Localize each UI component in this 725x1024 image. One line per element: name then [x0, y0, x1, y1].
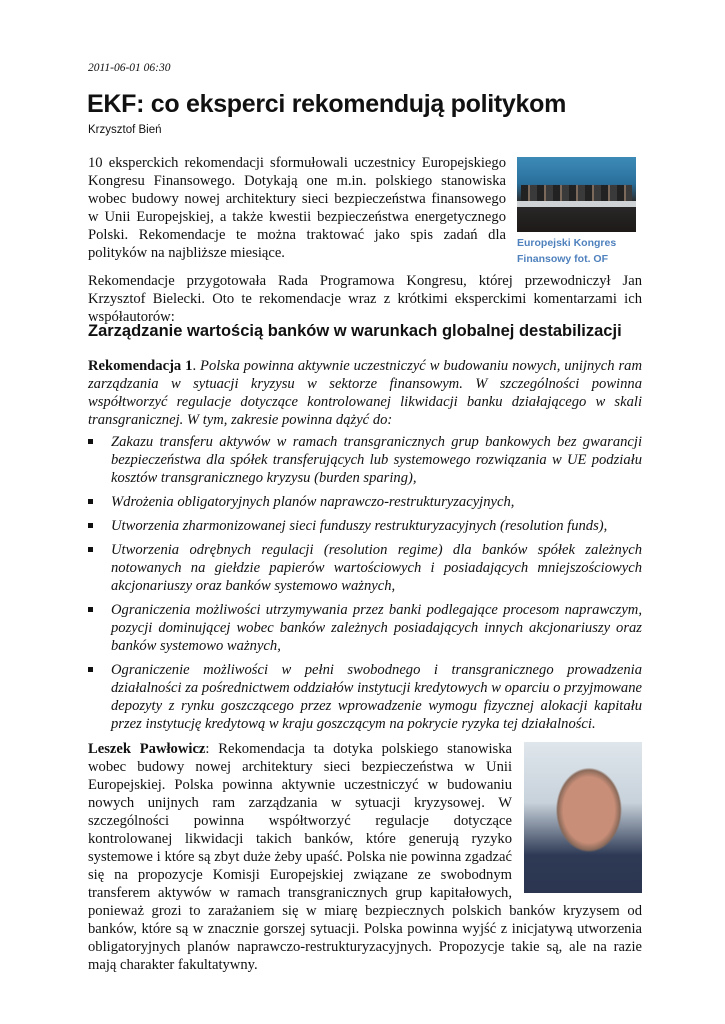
intro-paragraph: 10 eksperckich rekomendacji sformułowali uczestnicy Europejskiego Kongresu Finansowego. Dotykają one m.in. polskiego stanowiska wobec budowy nowej architektury sieci bezpieczeństwa finansowego w Unii Europejskiej, a także kwestii bezpieczeństwa energetycznego Polski. Rekomendacje te można traktować jako spis zadań dla polityków na najbliższe miesiące.	[88, 155, 506, 261]
recommendation-1: Rekomendacja 1. Polska powinna aktywnie uczestniczyć w budowaniu nowych, unijnych ram zarządzania w sytuacji kryzysu w sektorze finansowym. W szczególności powinna współtworzyć regulacje dotyczące kontrolowanej likwidacji banku działającego w skali transgranicznej. W tym, zakresie powinna dążyć do:	[88, 358, 642, 428]
bullet-text: Zakazu transferu aktywów w ramach transgranicznych grup bankowych bez gwarancji bezpieczeństwa dla spółek transferujących lub systemowego rozwiązania w UE podziału kosztów transgranicznego kryzysu (burden sparing),	[111, 434, 642, 486]
article-title: EKF: co eksperci rekomendują politykom	[87, 90, 567, 118]
list-item	[88, 661, 642, 733]
bullet-icon	[88, 439, 93, 444]
recommendation-bullets	[88, 433, 642, 739]
list-item	[88, 541, 642, 595]
article-author: Krzysztof Bień	[88, 124, 162, 136]
bullet-icon	[88, 547, 93, 552]
bullet-text: Utworzenia odrębnych regulacji (resolution regime) dla banków spółek zależnych notowanych na giełdzie papierów wartościowych i posiadających mniejszościowych akcjonariuszy oraz banków systemowo ważnych,	[111, 542, 642, 594]
bullet-icon	[88, 523, 93, 528]
recommendation-label: Rekomendacja 1	[88, 358, 193, 374]
expert-comment: Leszek Pawłowicz: Rekomendacja ta dotyka polskiego stanowiska wobec budowy nowej architektury sieci bezpieczeństwa w Unii Europejskiej. Polska powinna aktywnie uczestniczyć w budowaniu nowych unijnych ram zarządzania w sytuacji kryzysowej. W szczególności powinna współtworzyć regulacje dotyczące kontrolowanej likwidacji takich banków, które generują ryzyko systemowe i które są zbyt duże żeby upaść. Polska nie powinna zgadzać się na propozycje Komisji Europejskiej związane ze swobodnym transferem aktywów w ramach transgranicznych grup kapitałowych, ponieważ grozi to zarażaniem się w miarę bezpiecznych polskich banków kryzysem od banków, które są w znacznie gorszej sytuacji. Polska powinna wyjść z inicjatywą utworzenia obligatoryjnych planów naprawczo-restrukturyzacyjnych. Propozycje takie są, ale na razie mają charakter fakultatywny.	[88, 741, 642, 973]
bullet-icon	[88, 607, 93, 612]
bullet-text: Wdrożenia obligatoryjnych planów naprawczo-restrukturyzacyjnych,	[111, 494, 515, 510]
list-item	[88, 601, 642, 655]
expert-portrait	[524, 742, 642, 893]
bullet-icon	[88, 667, 93, 672]
bullet-text: Ograniczenie możliwości w pełni swobodnego i transgranicznego prowadzenia działalności za pośrednictwem oddziałów instytucji kredytowych w oparciu o przyjmowane depozyty z rynku goszczącego przez wprowadzenie wymogu fizycznej alokacji kapitału przez instytucję kredytową w kraju goszczącym na pokrycie ryzyka tej działalności.	[111, 662, 642, 732]
paragraph-2: Rekomendacje przygotowała Rada Programowa Kongresu, której przewodniczył Jan Krzysztof Bielecki. Oto te rekomendacje wraz z krótkimi eksperckimi komentarzami ich współautorów:	[88, 273, 642, 325]
comment-text: Rekomendacja ta dotyka polskiego stanowiska wobec budowy nowej architektury sieci bezpieczeństwa w Unii Europejskiej. Polska powinna aktywnie uczestniczyć w budowaniu nowych unijnych ram zarządzania w sytuacji kryzysowej. W szczególności powinna współtworzyć regulacje dotyczące kontrolowanej likwidacji takich banków, które generują ryzyko systemowe i które są zbyt duże żeby upaść. Polska nie powinna zgadzać się na propozycje Komisji Europejskiej związane ze swobodnym transferem aktywów w ramach transgranicznych grup kapitałowych, ponieważ grozi to zarażaniem się w miarę bezpiecznych polskich banków kryzysem od banków, które są w znacznie gorszej sytuacji. Polska powinna wyjść z inicjatywą utworzenia obligatoryjnych planów naprawczo-restrukturyzacyjnych. Propozycje takie są, ale na razie mają charakter fakultatywny.	[88, 741, 642, 973]
expert-name: Leszek Pawłowicz	[88, 741, 206, 757]
list-item	[88, 493, 642, 511]
list-item	[88, 517, 642, 535]
list-item	[88, 433, 642, 487]
photo-caption: Europejski Kongres Finansowy fot. OF	[517, 237, 617, 265]
congress-photo	[517, 157, 636, 232]
bullet-icon	[88, 499, 93, 504]
recommendation-text: Polska powinna aktywnie uczestniczyć w budowaniu nowych, unijnych ram zarządzania w sytuacji kryzysu w sektorze finansowym. W szczególności powinna współtworzyć regulacje dotyczące kontrolowanej likwidacji banku działającego w skali transgranicznej. W tym, zakresie powinna dążyć do:	[88, 358, 642, 428]
article-date: 2011-06-01 06:30	[88, 62, 171, 74]
bullet-text: Ograniczenia możliwości utrzymywania przez banki podlegające procesom naprawczym, pozycji dominującej wobec banków zależnych posiadających innych akcjonariuszy oraz banków systemowo ważnych,	[111, 602, 642, 654]
bullet-text: Utworzenia zharmonizowanej sieci funduszy restrukturyzacyjnych (resolution funds),	[111, 518, 608, 534]
section-heading: Zarządzanie wartością banków w warunkach globalnej destabilizacji	[88, 322, 622, 340]
